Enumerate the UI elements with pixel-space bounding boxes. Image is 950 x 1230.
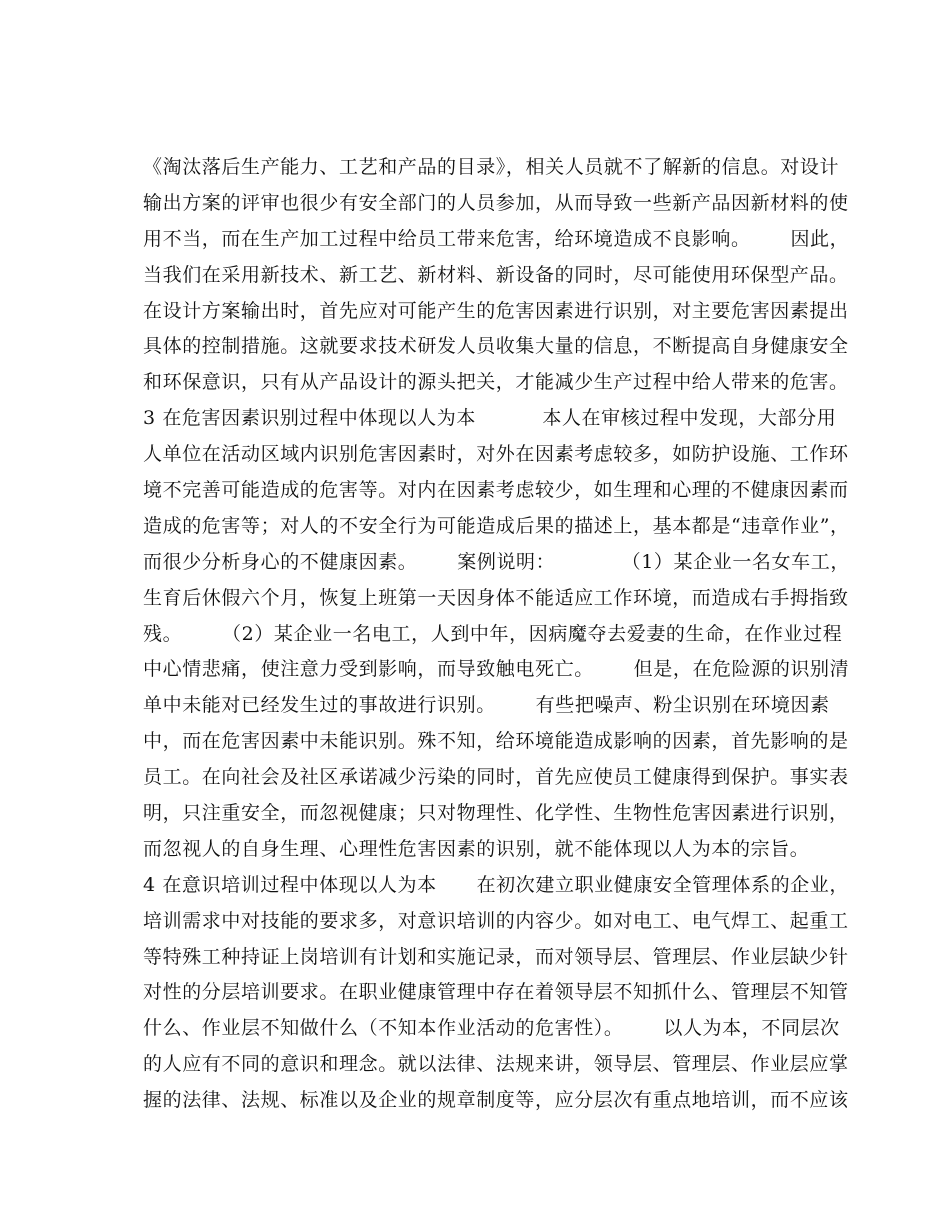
text-line: 什么、作业层不知做什么（不知本作业活动的危害性）。 以人为本，不同层次 [143, 1017, 840, 1040]
text-line: 握的法律、法规、标准以及企业的规章制度等，应分层次有重点地培训，而不应该 [143, 1089, 849, 1112]
text-line: 和环保意识，只有从产品设计的源头把关，才能减少生产过程中给人带来的危害。 [143, 371, 849, 394]
section-heading-line: 4 在意识培训过程中体现以人为本 在初次建立职业健康安全管理体系的企业， [143, 873, 849, 896]
text-line: 生育后休假六个月，恢复上班第一天因身体不能适应工作环境，而造成右手拇指致 [143, 586, 849, 609]
text-line: 具体的控制措施。这就要求技术研发人员收集大量的信息，不断提高自身健康安全 [143, 335, 849, 358]
text-line: 明，只注重安全，而忽视健康；只对物理性、化学性、生物性危害因素进行识别， [143, 802, 849, 825]
text-line: 等特殊工种持证上岗培训有计划和实施记录，而对领导层、管理层、作业层缺少针 [143, 945, 849, 968]
body-text [143, 150, 850, 1119]
text-line: 用不当，而在生产加工过程中给员工带来危害，给环境造成不良影响。 因此， [143, 227, 850, 250]
text-line: 而很少分析身心的不健康因素。 案例说明： （1）某企业一名女车工， [143, 550, 850, 573]
text-line: 员工。在向社会及社区承诺减少污染的同时，首先应使员工健康得到保护。事实表 [143, 766, 849, 789]
text-line: 对性的分层培训要求。在职业健康管理中存在着领导层不知抓什么、管理层不知管 [143, 981, 849, 1004]
text-line: 输出方案的评审也很少有安全部门的人员参加，从而导致一些新产品因新材料的使 [143, 191, 849, 214]
text-line: 而忽视人的自身生理、心理性危害因素的识别，就不能体现以人为本的宗旨。 [143, 837, 810, 860]
text-line: 的人应有不同的意识和理念。就以法律、法规来讲，领导层、管理层、作业层应掌 [143, 1053, 849, 1076]
text-line: 当我们在采用新技术、新工艺、新材料、新设备的同时，尽可能使用环保型产品。 [143, 263, 849, 286]
text-line: 在设计方案输出时，首先应对可能产生的危害因素进行识别，对主要危害因素提出 [143, 299, 849, 322]
text-line: 单中未能对已经发生过的事故进行识别。 有些把噪声、粉尘识别在环境因素 [143, 694, 830, 717]
text-line: 残。 （2）某企业一名电工，人到中年，因病魔夺去爱妻的生命，在作业过程 [143, 622, 843, 645]
text-line: 中心情悲痛，使注意力受到影响，而导致触电死亡。 但是，在危险源的识别清 [143, 658, 850, 681]
text-line: 《淘汰落后生产能力、工艺和产品的目录》，相关人员就不了解新的信息。对设计 [143, 156, 840, 178]
text-line: 境不完善可能造成的危害等。对内在因素考虑较少，如生理和心理的不健康因素而 [143, 479, 849, 502]
text-line: 培训需求中对技能的要求多，对意识培训的内容少。如对电工、电气焊工、起重工 [143, 909, 849, 932]
section-heading-line: 3 在危害因素识别过程中体现以人为本 本人在审核过程中发现，大部分用 [143, 407, 837, 430]
text-line: 中，而在危害因素中未能识别。殊不知，给环境能造成影响的因素，首先影响的是 [143, 730, 849, 753]
text-line: 造成的危害等；对人的不安全行为可能造成后果的描述上，基本都是“违章作业”， [143, 514, 850, 537]
text-line: 人单位在活动区域内识别危害因素时，对外在因素考虑较多，如防护设施、工作环 [143, 443, 849, 466]
